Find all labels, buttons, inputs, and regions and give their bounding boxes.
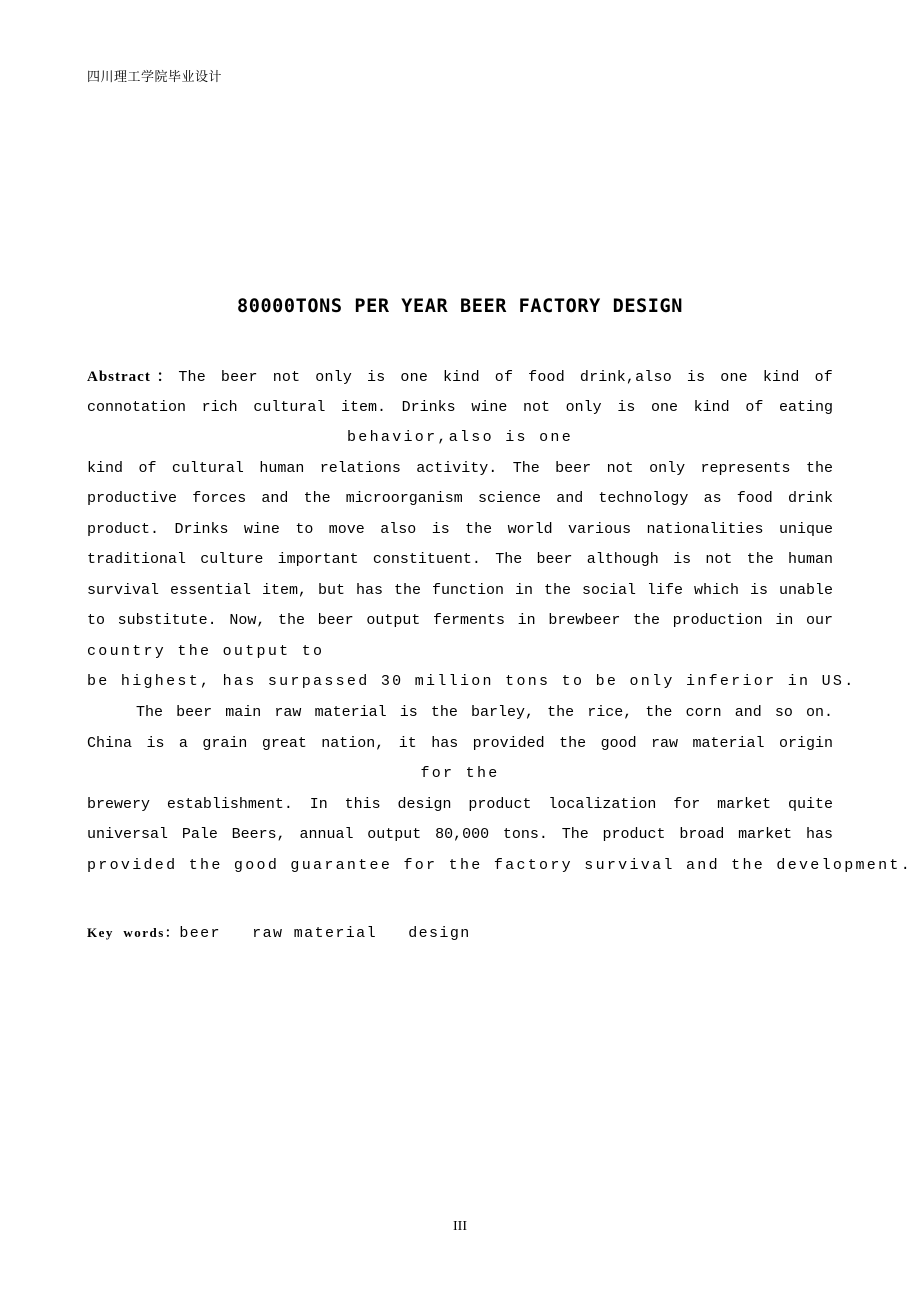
page-title: 80000TONS PER YEAR BEER FACTORY DESIGN <box>236 296 684 317</box>
body-line: provided the good guarantee for the factory survival and the development. <box>87 856 913 874</box>
keyword: beer <box>179 925 221 942</box>
body-line: The beer main raw material is the barley, the rice, the corn and so on. <box>136 704 833 721</box>
abstract-line: survival essential item, but has the function in the social life which is unable <box>87 581 833 599</box>
abstract-line: to substitute. Now, the beer output ferments in brewbeer the production in our <box>87 612 833 629</box>
abstract-line: connotation rich cultural item. Drinks wine not only is one kind of eating <box>87 398 833 416</box>
keywords-label: Key words： <box>87 925 180 940</box>
body-line: universal Pale Beers, annual output 80,000 tons. The product broad market has <box>87 826 833 843</box>
keywords-line <box>87 922 471 942</box>
page-number: III <box>453 1219 467 1234</box>
abstract-line: country the output to <box>87 642 325 660</box>
abstract-line: product. Drinks wine to move also is the world various nationalities unique <box>87 520 833 538</box>
body-line: China is a grain great nation, it has provided the good raw material origin <box>87 734 833 752</box>
abstract-line: behavior,also is one <box>346 429 574 446</box>
abstract-line: Abstract：The beer not only is one kind of food drink,also is one kind of <box>87 369 833 386</box>
abstract-line: productive forces and the microorganism science and technology as food drink <box>87 490 833 507</box>
document-header: 四川理工学院毕业设计 <box>87 70 223 85</box>
body-paragraph <box>87 698 913 881</box>
abstract-line: be highest, has surpassed 30 million tons to be only inferior in US. <box>87 673 856 690</box>
abstract-line: kind of cultural human relations activity. The beer not only represents the <box>87 459 833 477</box>
body-line: for the <box>420 765 500 782</box>
abstract-label: Abstract： <box>87 369 179 385</box>
abstract-line: traditional culture important constituent. The beer although is not the human <box>87 551 833 568</box>
keyword: raw material <box>252 925 377 942</box>
keyword: design <box>408 925 471 942</box>
body-line: brewery establishment. In this design product localization for market quite <box>87 795 833 813</box>
abstract-paragraph <box>87 362 856 698</box>
